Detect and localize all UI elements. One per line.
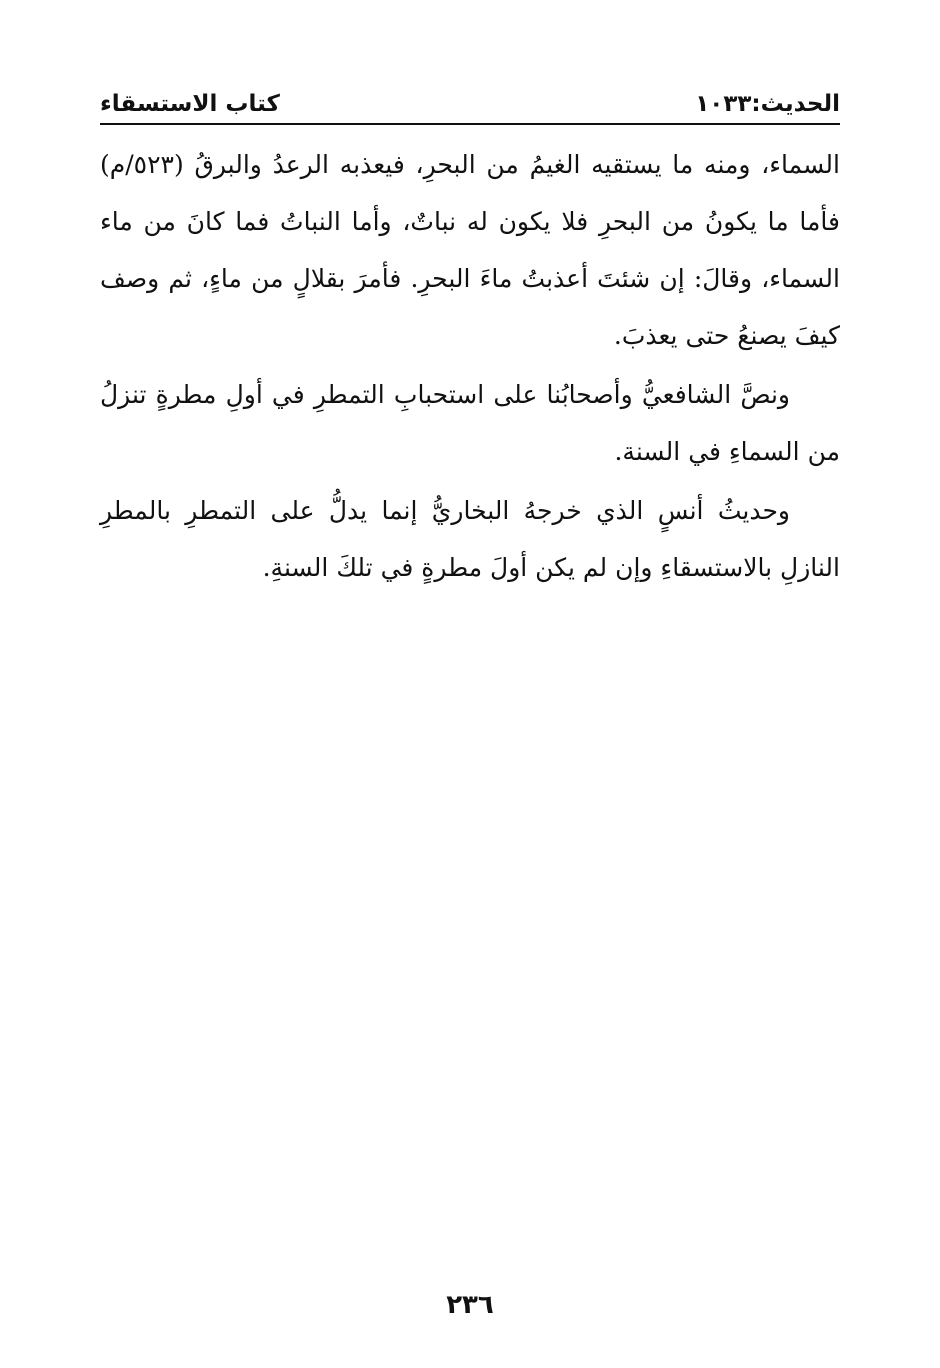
page-number: ٢٣٦: [446, 1290, 494, 1320]
running-header: [100, 82, 840, 116]
body-text: [100, 136, 840, 596]
paragraph-1: السماء، ومنه ما يستقيه الغيمُ من البحرِ، فيعذبه الرعدُ والبرقُ (٥٢٣/م) فأما ما يكونُ من البحرِ فلا يكون له نباتٌ، وأما النباتُ فما كانَ من ماء السماء، وقالَ: إن شئتَ أعذبتُ ماءَ البحرِ. فأمرَ بقلالٍ من ماءٍ، ثم وصف كيفَ يصنعُ حتى يعذبَ.: [100, 150, 840, 350]
paragraph-3: وحديثُ أنسٍ الذي خرجهُ البخاريُّ إنما يدلُّ على التمطرِ بالمطرِ النازلِ بالاستسقاءِ وإن لم يكن أولَ مطرةٍ في تلكَ السنةِ.: [100, 496, 840, 582]
paragraph-2: ونصَّ الشافعيُّ وأصحابُنا على استحبابِ التمطرِ في أولِ مطرةٍ تنزلُ من السماءِ في السنة.: [100, 380, 840, 466]
book-title: كتاب الاستسقاء: [100, 91, 280, 117]
hadith-reference: الحديث:١٠٣٣: [695, 91, 840, 117]
header-divider: [100, 123, 840, 125]
